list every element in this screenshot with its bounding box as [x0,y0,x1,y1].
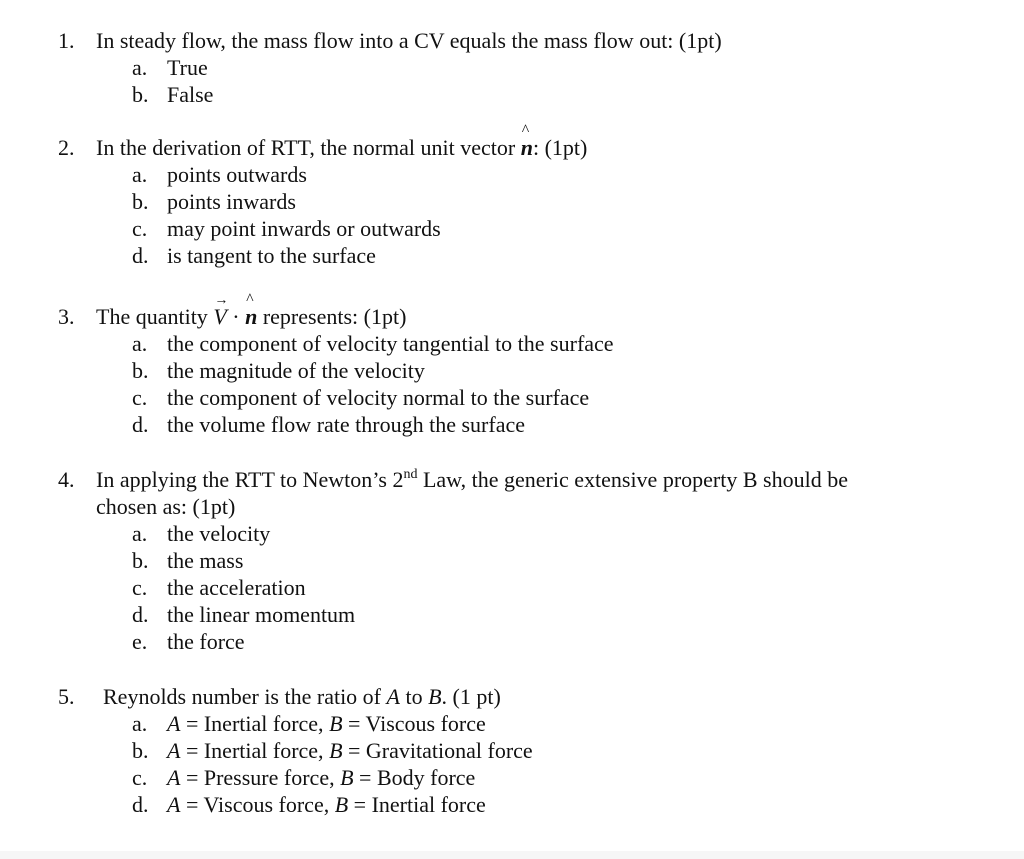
a-value: = Viscous force, [180,792,335,817]
option-letter: b. [132,738,149,763]
option-text: the linear momentum [167,602,356,627]
option-text: the velocity [167,521,271,546]
option-text [167,710,486,737]
hat-mark: ^ [246,291,254,308]
question-text [96,122,588,161]
option-text: the component of velocity tangential to the surface [167,331,614,356]
option-letter: b. [132,358,149,383]
option-letter: d. [132,243,149,268]
option-text: True [167,55,208,80]
page-bottom-band [0,851,1024,859]
vector-arrow-mark: → [214,293,229,308]
question-number: 4. [58,467,75,492]
option-letter: c. [132,385,148,410]
option-letter: a. [132,521,148,546]
question-number: 1. [58,28,75,53]
text-mid: to [399,684,429,709]
symbol-letter: n [245,304,258,329]
question-number: 5. [58,684,75,709]
b-value: = Gravitational force [342,738,533,763]
option-text: the magnitude of the velocity [167,358,425,383]
a-value: = Inertial force, [180,738,330,763]
unit-vector-n-symbol [520,122,533,161]
unit-vector-n-symbol [245,291,258,330]
option-text: the component of velocity normal to the surface [167,385,590,410]
hat-mark: ^ [521,122,530,139]
option-letter: b. [132,82,149,107]
b-value: = Viscous force [342,711,486,736]
question-text [96,466,848,520]
variable-b: B [428,684,442,709]
option-letter: a. [132,162,148,187]
variable-a: A [386,684,400,709]
option-text: the acceleration [167,575,306,600]
text-before: In applying the RTT to Newton’s 2 [96,467,404,492]
text-line-2: chosen as: (1pt) [96,494,236,519]
option-text: the mass [167,548,244,573]
question-text [103,683,501,710]
text-after: . (1 pt) [441,684,501,709]
option-text [167,791,486,818]
option-letter: b. [132,189,149,214]
variable-a: A [167,711,181,736]
a-value: = Pressure force, [180,765,341,790]
text-before: Reynolds number is the ratio of [103,684,387,709]
variable-b: B [340,765,354,790]
option-letter: a. [132,55,148,80]
variable-a: A [167,765,181,790]
text-before: In the derivation of RTT, the normal unit vector [96,135,521,160]
option-letter: c. [132,575,148,600]
option-text: points inwards [167,189,296,214]
option-letter: c. [132,216,148,241]
text-before: The quantity [96,304,214,329]
b-value: = Inertial force [348,792,486,817]
option-letter: b. [132,548,149,573]
option-text [167,764,475,791]
ordinal-superscript: nd [403,467,418,482]
option-text: may point inwards or outwards [167,216,441,241]
symbol-letter: n [520,135,533,160]
velocity-vector-symbol [213,293,229,330]
text-after: : (1pt) [532,135,588,160]
option-text: is tangent to the surface [167,243,376,268]
variable-a: A [167,792,181,817]
option-letter: e. [132,629,148,654]
question-text [96,291,407,330]
option-letter: a. [132,711,148,736]
option-letter: c. [132,765,148,790]
variable-b: B [329,738,343,763]
option-letter: d. [132,602,149,627]
variable-b: B [329,711,343,736]
question-number: 2. [58,135,75,160]
option-letter: a. [132,331,148,356]
symbol-letter: V [213,304,227,329]
option-text: the volume flow rate through the surface [167,412,525,437]
option-text: points outwards [167,162,307,187]
text-after: represents: (1pt) [257,304,407,329]
question-text: In steady flow, the mass flow into a CV equals the mass flow out: (1pt) [96,28,722,53]
variable-a: A [167,738,181,763]
option-text: False [167,82,214,107]
option-letter: d. [132,412,149,437]
variable-b: B [334,792,349,817]
b-value: = Body force [353,765,476,790]
a-value: = Inertial force, [180,711,330,736]
option-text [167,737,533,764]
dot-operator: · [226,304,246,329]
option-text: the force [167,629,245,654]
text-after: Law, the generic extensive property B should be [417,467,848,492]
question-number: 3. [58,304,75,329]
option-letter: d. [132,792,149,817]
